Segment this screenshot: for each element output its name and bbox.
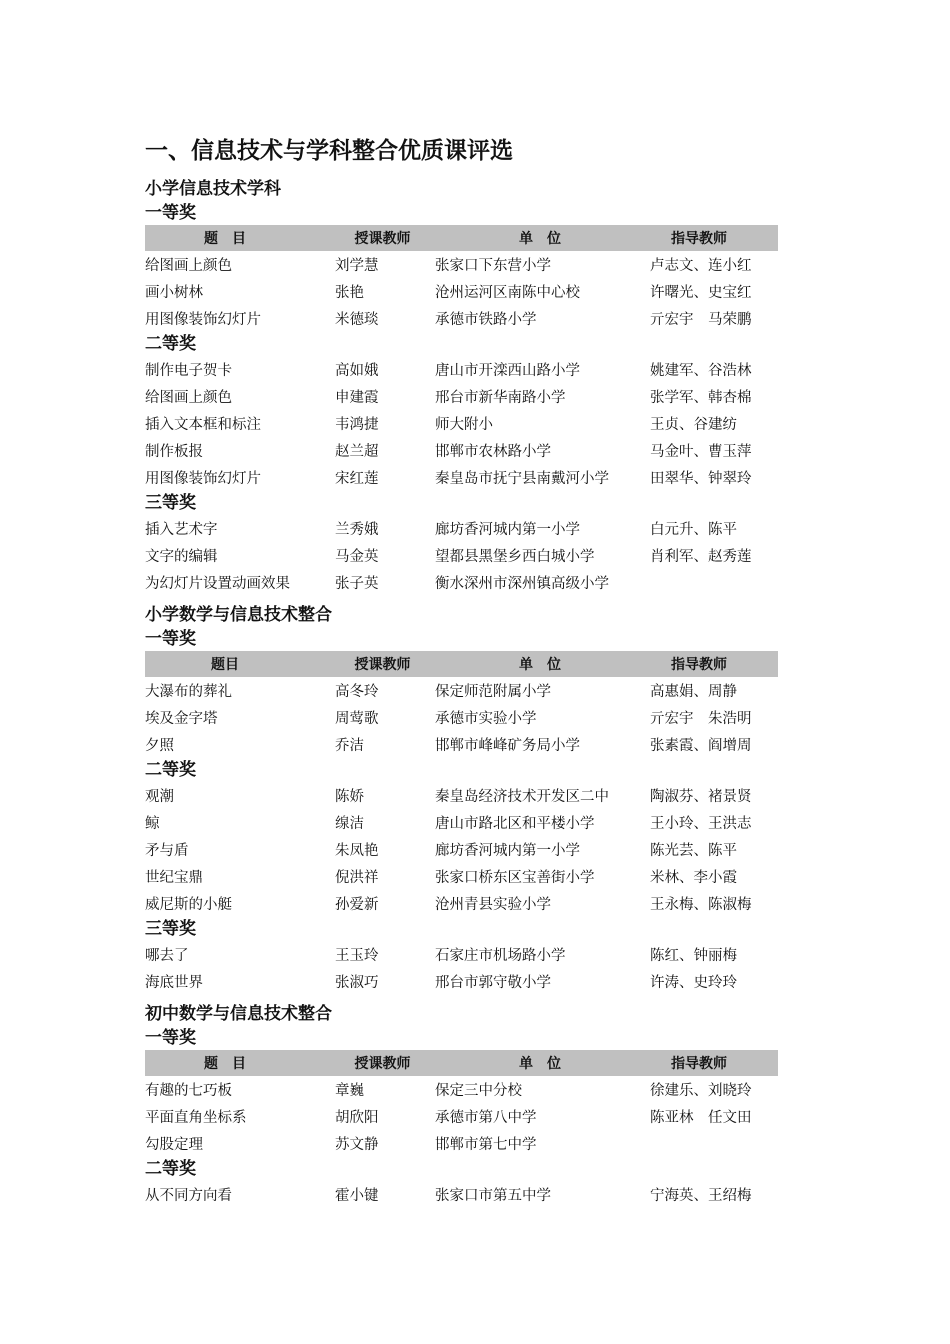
table-row xyxy=(145,1130,778,1157)
row-unit: 邯郸市峰峰矿务局小学 xyxy=(435,738,580,754)
row-title: 画小树林 xyxy=(145,285,203,301)
row-unit: 张家口桥东区宝善街小学 xyxy=(435,870,595,886)
award-level: 三等奖 xyxy=(145,493,196,513)
section xyxy=(145,603,778,995)
row-teacher: 朱凤艳 xyxy=(335,843,379,859)
section xyxy=(145,177,778,596)
row-unit: 张家口下东营小学 xyxy=(435,258,551,274)
award-level: 一等奖 xyxy=(145,203,196,223)
row-advisor: 陈红、钟丽梅 xyxy=(650,948,737,964)
row-teacher: 乔洁 xyxy=(335,738,364,754)
row-unit: 邢台市新华南路小学 xyxy=(435,390,566,406)
row-unit: 保定三中分校 xyxy=(435,1083,522,1099)
header-advisor: 指导教师 xyxy=(671,231,727,247)
row-title: 矛与盾 xyxy=(145,843,189,859)
table-row xyxy=(145,863,778,890)
award-level: 二等奖 xyxy=(145,760,196,780)
row-title: 插入文本框和标注 xyxy=(145,417,261,433)
row-teacher: 赵兰超 xyxy=(335,444,379,460)
row-advisor: 田翠华、钟翠玲 xyxy=(650,471,752,487)
row-teacher: 孙爱新 xyxy=(335,897,379,913)
row-teacher: 米德琰 xyxy=(335,312,379,328)
row-teacher: 霍小键 xyxy=(335,1188,379,1204)
row-unit: 张家口市第五中学 xyxy=(435,1188,551,1204)
header-title: 题目 xyxy=(211,657,239,673)
row-unit: 承德市实验小学 xyxy=(435,711,537,727)
row-title: 鲸 xyxy=(145,816,160,832)
row-teacher: 宋红莲 xyxy=(335,471,379,487)
row-unit: 廊坊香河城内第一小学 xyxy=(435,522,580,538)
section-title: 初中数学与信息技术整合 xyxy=(145,1004,332,1024)
row-teacher: 高冬玲 xyxy=(335,684,379,700)
row-advisor: 张素霞、阎增周 xyxy=(650,738,752,754)
row-advisor: 米林、李小霞 xyxy=(650,870,737,886)
row-title: 制作电子贺卡 xyxy=(145,363,232,379)
row-teacher: 张子英 xyxy=(335,576,379,592)
row-teacher: 韦鸿捷 xyxy=(335,417,379,433)
row-title: 勾股定理 xyxy=(145,1137,203,1153)
table-header xyxy=(145,1050,778,1076)
row-advisor: 马金叶、曹玉萍 xyxy=(650,444,752,460)
header-unit: 单 位 xyxy=(519,231,561,247)
row-teacher: 苏文静 xyxy=(335,1137,379,1153)
row-title: 大瀑布的葬礼 xyxy=(145,684,232,700)
table-row xyxy=(145,251,778,278)
row-advisor: 肖利军、赵秀莲 xyxy=(650,549,752,565)
table-header xyxy=(145,225,778,251)
table-row xyxy=(145,278,778,305)
row-teacher: 张艳 xyxy=(335,285,364,301)
section-title: 小学数学与信息技术整合 xyxy=(145,605,332,625)
section-title: 小学信息技术学科 xyxy=(145,179,281,199)
award-level: 二等奖 xyxy=(145,334,196,354)
table-row xyxy=(145,542,778,569)
row-title: 为幻灯片设置动画效果 xyxy=(145,576,290,592)
row-advisor: 宁海英、王绍梅 xyxy=(650,1188,752,1204)
row-title: 用图像装饰幻灯片 xyxy=(145,471,261,487)
row-advisor: 姚建军、谷浩林 xyxy=(650,363,752,379)
row-advisor: 亓宏宇 马荣鹏 xyxy=(650,312,752,328)
page-title: 一、信息技术与学科整合优质课评选 xyxy=(145,138,513,164)
table-row xyxy=(145,1076,778,1103)
header-advisor: 指导教师 xyxy=(671,657,727,673)
row-teacher: 申建霞 xyxy=(335,390,379,406)
table-row xyxy=(145,410,778,437)
row-teacher: 陈娇 xyxy=(335,789,364,805)
row-teacher: 王玉玲 xyxy=(335,948,379,964)
table-row xyxy=(145,836,778,863)
row-unit: 唐山市开滦西山路小学 xyxy=(435,363,580,379)
row-title: 观潮 xyxy=(145,789,174,805)
table-row xyxy=(145,941,778,968)
section xyxy=(145,1002,778,1208)
header-teacher: 授课教师 xyxy=(354,1056,411,1072)
table-row xyxy=(145,356,778,383)
row-title: 给图画上颜色 xyxy=(145,390,232,406)
row-unit: 唐山市路北区和平楼小学 xyxy=(435,816,595,832)
award-level: 二等奖 xyxy=(145,1159,196,1179)
row-teacher: 兰秀娥 xyxy=(335,522,379,538)
row-advisor: 许涛、史玲玲 xyxy=(650,975,737,991)
row-title: 夕照 xyxy=(145,738,174,754)
table-row xyxy=(145,383,778,410)
row-title: 有趣的七巧板 xyxy=(145,1083,232,1099)
table-header xyxy=(145,651,778,677)
row-unit: 承德市第八中学 xyxy=(435,1110,537,1126)
row-advisor: 陈亚林 任文田 xyxy=(650,1110,752,1126)
row-title: 哪去了 xyxy=(145,948,189,964)
row-advisor: 王贞、谷建纺 xyxy=(650,417,737,433)
table-row xyxy=(145,731,778,758)
row-advisor: 张学军、韩杏棉 xyxy=(650,390,752,406)
table-row xyxy=(145,968,778,995)
table-row xyxy=(145,437,778,464)
row-teacher: 刘学慧 xyxy=(335,258,379,274)
row-title: 平面直角坐标系 xyxy=(145,1110,247,1126)
row-unit: 廊坊香河城内第一小学 xyxy=(435,843,580,859)
row-unit: 师大附小 xyxy=(435,417,493,433)
row-unit: 沧州青县实验小学 xyxy=(435,897,551,913)
row-title: 文字的编辑 xyxy=(145,549,218,565)
header-advisor: 指导教师 xyxy=(671,1056,727,1072)
row-teacher: 胡欣阳 xyxy=(335,1110,379,1126)
row-unit: 秦皇岛市抚宁县南戴河小学 xyxy=(435,471,609,487)
header-title: 题 目 xyxy=(204,1056,246,1072)
row-advisor: 白元升、陈平 xyxy=(650,522,737,538)
table-row xyxy=(145,1181,778,1208)
row-title: 制作板报 xyxy=(145,444,203,460)
header-unit: 单 位 xyxy=(519,1056,561,1072)
row-unit: 邯郸市农林路小学 xyxy=(435,444,551,460)
row-advisor: 卢志文、连小红 xyxy=(650,258,752,274)
row-title: 给图画上颜色 xyxy=(145,258,232,274)
header-unit: 单 位 xyxy=(519,657,561,673)
table-row xyxy=(145,677,778,704)
table-row xyxy=(145,890,778,917)
row-advisor: 徐建乐、刘晓玲 xyxy=(650,1083,752,1099)
row-unit: 保定师范附属小学 xyxy=(435,684,551,700)
award-level: 一等奖 xyxy=(145,629,196,649)
table-row xyxy=(145,704,778,731)
row-title: 威尼斯的小艇 xyxy=(145,897,232,913)
row-advisor: 陶淑芬、褚景贤 xyxy=(650,789,752,805)
row-teacher: 章巍 xyxy=(335,1083,364,1099)
award-level: 三等奖 xyxy=(145,919,196,939)
row-advisor: 王小玲、王洪志 xyxy=(650,816,752,832)
table-row xyxy=(145,569,778,596)
table-row xyxy=(145,305,778,332)
row-unit: 石家庄市机场路小学 xyxy=(435,948,566,964)
table-row xyxy=(145,464,778,491)
row-unit: 邢台市郭守敬小学 xyxy=(435,975,551,991)
row-title: 插入艺术字 xyxy=(145,522,218,538)
row-title: 从不同方向看 xyxy=(145,1188,232,1204)
row-advisor: 高惠娟、周静 xyxy=(650,684,737,700)
header-teacher: 授课教师 xyxy=(354,657,411,673)
row-title: 埃及金字塔 xyxy=(145,711,218,727)
row-unit: 望都县黑堡乡西白城小学 xyxy=(435,549,595,565)
row-teacher: 周莺歌 xyxy=(335,711,379,727)
row-unit: 沧州运河区南陈中心校 xyxy=(435,285,580,301)
row-teacher: 张淑巧 xyxy=(335,975,379,991)
row-teacher: 高如娥 xyxy=(335,363,379,379)
table-row xyxy=(145,1103,778,1130)
row-unit: 衡水深州市深州镇高级小学 xyxy=(435,576,609,592)
row-title: 世纪宝鼎 xyxy=(145,870,203,886)
row-teacher: 缐洁 xyxy=(335,816,364,832)
row-teacher: 马金英 xyxy=(335,549,379,565)
row-unit: 承德市铁路小学 xyxy=(435,312,537,328)
row-advisor: 陈光芸、陈平 xyxy=(650,843,737,859)
row-advisor: 许曙光、史宝红 xyxy=(650,285,752,301)
row-advisor: 王永梅、陈淑梅 xyxy=(650,897,752,913)
row-advisor: 亓宏宇 朱浩明 xyxy=(650,711,752,727)
header-title: 题 目 xyxy=(204,231,246,247)
row-unit: 邯郸市第七中学 xyxy=(435,1137,537,1153)
header-teacher: 授课教师 xyxy=(354,231,411,247)
row-title: 用图像装饰幻灯片 xyxy=(145,312,261,328)
row-title: 海底世界 xyxy=(145,975,203,991)
table-row xyxy=(145,809,778,836)
row-unit: 秦皇岛经济技术开发区二中 xyxy=(435,789,609,805)
award-level: 一等奖 xyxy=(145,1028,196,1048)
table-row xyxy=(145,782,778,809)
row-teacher: 倪洪祥 xyxy=(335,870,379,886)
table-row xyxy=(145,515,778,542)
